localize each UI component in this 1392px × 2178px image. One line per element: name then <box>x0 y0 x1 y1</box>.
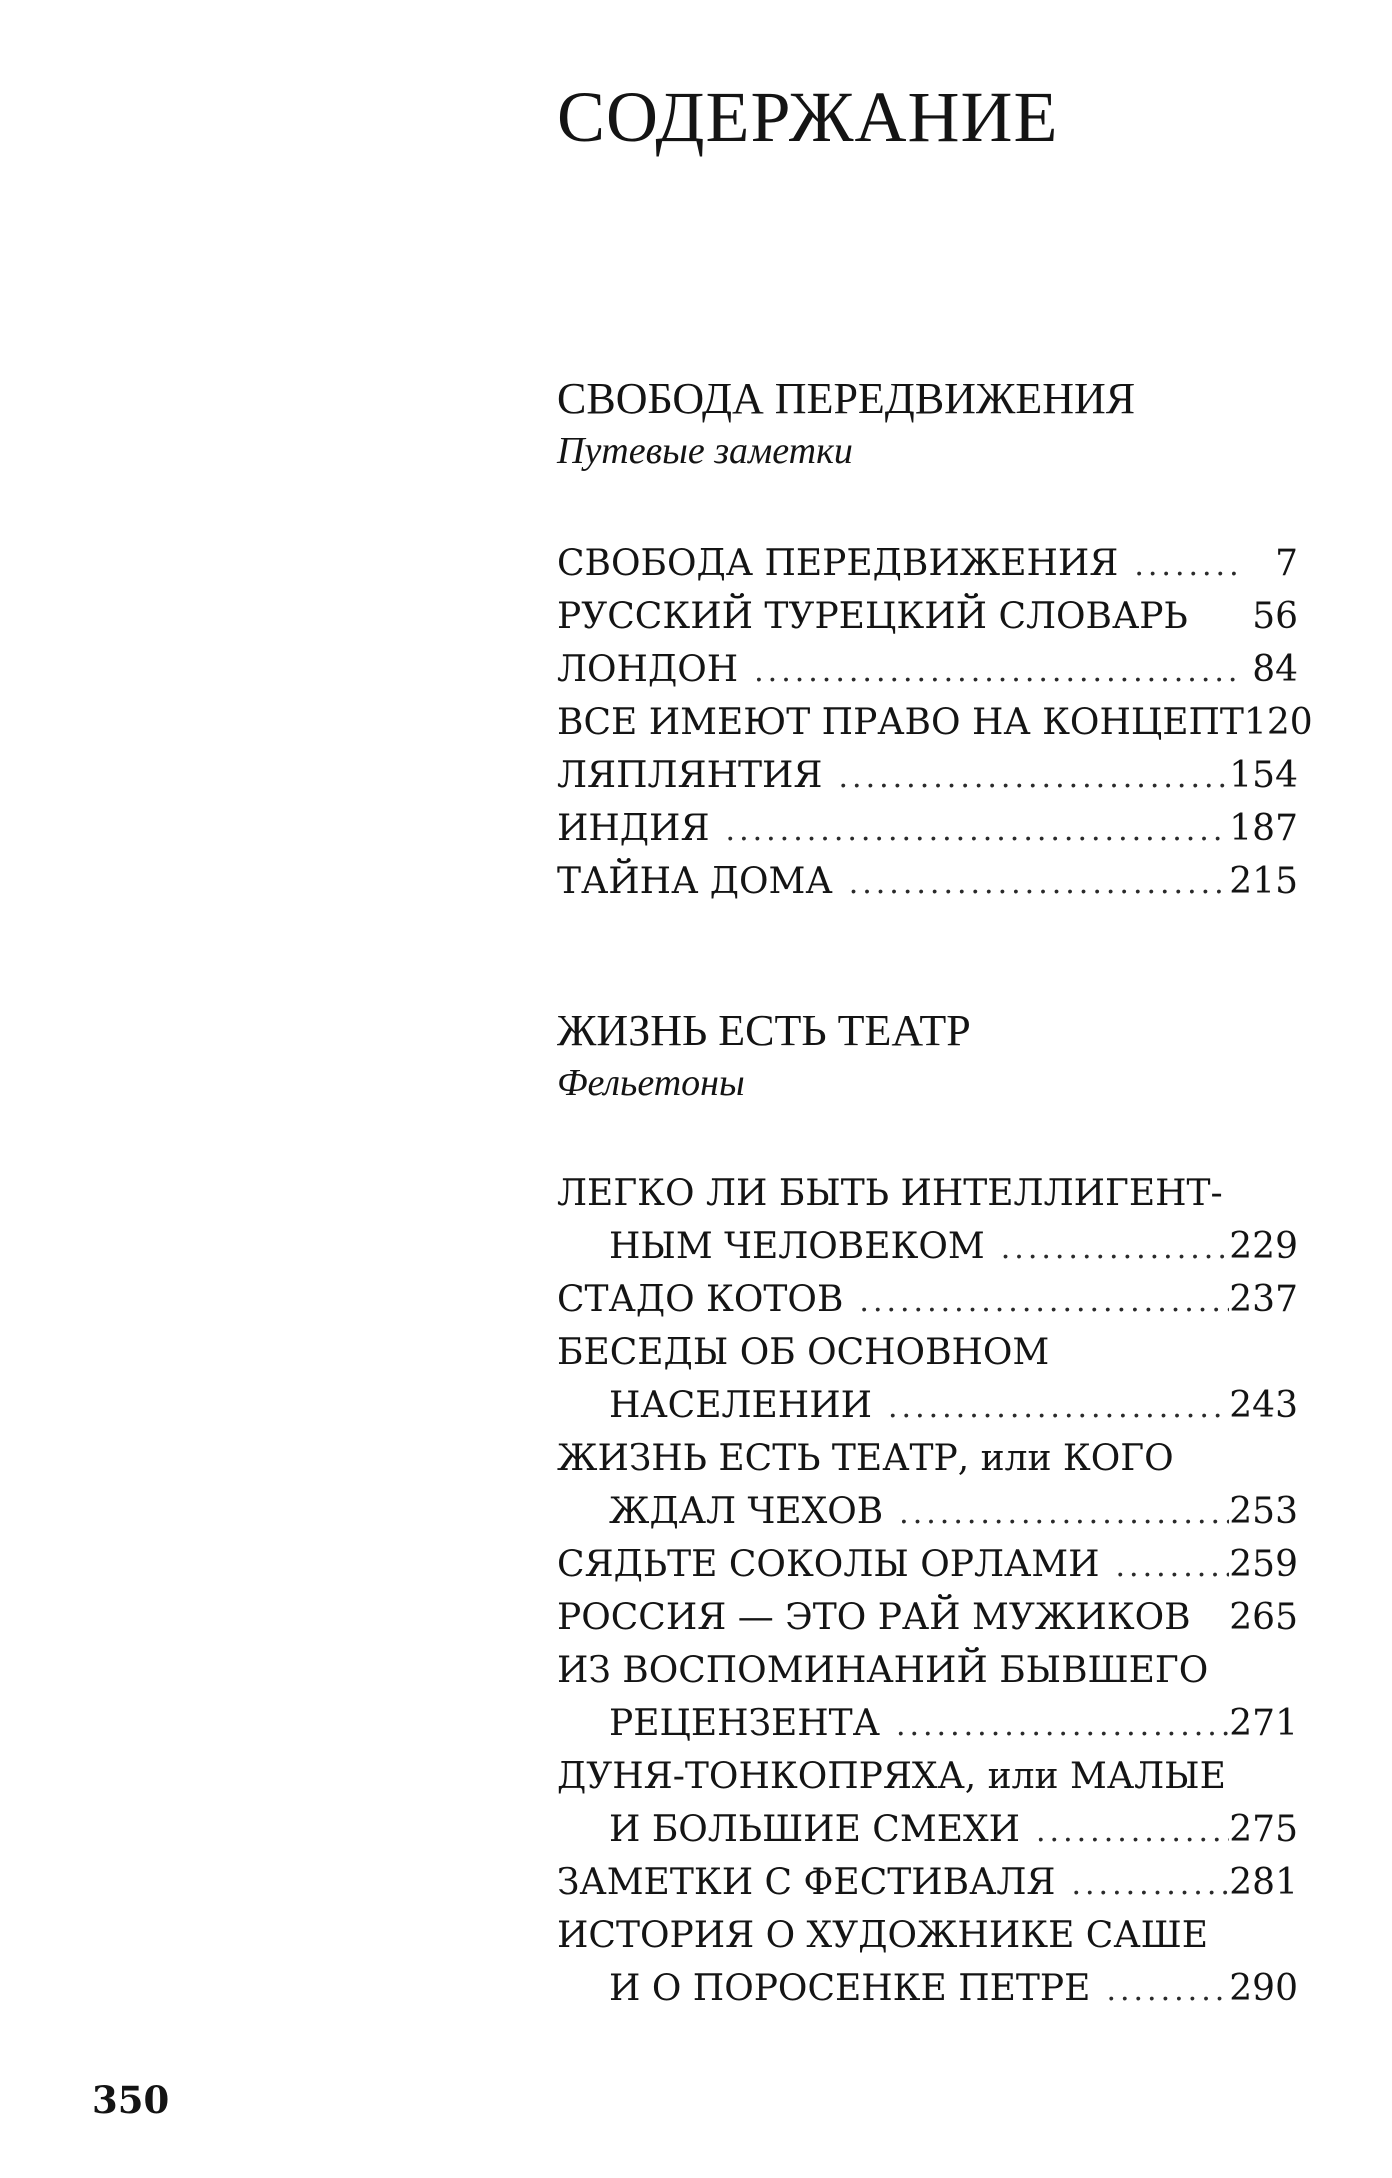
page-number: 350 <box>92 2078 170 2122</box>
entry-page: 7 <box>1275 543 1298 584</box>
toc-entry[interactable] <box>557 1273 1298 1326</box>
section-title: ЖИЗНЬ ЕСТЬ ТЕАТР <box>557 1006 971 1055</box>
entry-title: ИСТОРИЯ О ХУДОЖНИКЕ САШЕ <box>557 1915 1208 1956</box>
entry-page: 271 <box>1229 1703 1298 1744</box>
dot-leader <box>1100 1540 1230 1593</box>
entry-page: 243 <box>1229 1385 1298 1426</box>
toc-entry[interactable] <box>557 1591 1298 1644</box>
entry-title: СТАДО КОТОВ <box>557 1279 844 1320</box>
toc-entry[interactable] <box>557 1538 1298 1591</box>
entry-title: ЛЕГКО ЛИ БЫТЬ ИНТЕЛЛИГЕНТ- <box>557 1173 1223 1214</box>
toc-entry-line2[interactable] <box>557 1697 1298 1750</box>
entry-title: И БОЛЬШИЕ СМЕХИ <box>609 1809 1021 1850</box>
dot-leader <box>985 1222 1230 1275</box>
dot-leader <box>872 1381 1229 1434</box>
dot-leader <box>823 751 1230 804</box>
dot-leader <box>880 1699 1229 1752</box>
entry-title: ЗАМЕТКИ С ФЕСТИВАЛЯ <box>557 1862 1056 1903</box>
entry-page: 237 <box>1229 1279 1298 1320</box>
entry-title: ВСЕ ИМЕЮТ ПРАВО НА КОНЦЕПТ <box>557 702 1244 743</box>
toc-entry[interactable] <box>557 1856 1298 1909</box>
entry-page: 187 <box>1229 808 1298 849</box>
toc-entry-line1[interactable] <box>557 1909 1298 1962</box>
entry-title: ЛЯПЛЯНТИЯ <box>557 755 823 796</box>
toc-entry-line2[interactable] <box>557 1379 1298 1432</box>
toc-entry-line2[interactable] <box>557 1485 1298 1538</box>
entry-page: 229 <box>1229 1226 1298 1267</box>
entry-title: ЖДАЛ ЧЕХОВ <box>609 1491 884 1532</box>
entry-title: ИНДИЯ <box>557 808 710 849</box>
entry-title: РУССКИЙ ТУРЕЦКИЙ СЛОВАРЬ <box>557 596 1188 637</box>
entry-page: 154 <box>1229 755 1298 796</box>
entry-page: 265 <box>1229 1597 1298 1638</box>
toc-entry[interactable] <box>557 855 1298 908</box>
entry-page: 253 <box>1229 1491 1298 1532</box>
entry-title: БЕСЕДЫ ОБ ОСНОВНОМ <box>557 1332 1050 1373</box>
dot-leader <box>833 857 1230 910</box>
entry-title: ЛОНДОН <box>557 649 739 690</box>
entry-page: 215 <box>1229 861 1298 902</box>
section-header <box>557 1004 1298 1108</box>
dot-leader <box>1090 1964 1229 2017</box>
section-subtitle: Фельетоны <box>557 1062 745 1104</box>
entry-page: 290 <box>1229 1968 1298 2009</box>
dot-leader <box>1055 1858 1229 1911</box>
dot-leader <box>710 804 1230 857</box>
entry-title: РОССИЯ — ЭТО РАЙ МУЖИКОВ <box>557 1597 1191 1638</box>
entry-page: 84 <box>1252 649 1298 690</box>
entry-title: РЕЦЕНЗЕНТА <box>609 1703 880 1744</box>
toc-entry[interactable] <box>557 696 1313 749</box>
dot-leader <box>1118 539 1238 592</box>
toc-entry-line2[interactable] <box>557 1220 1298 1273</box>
toc-entry-line2[interactable] <box>557 1962 1298 2015</box>
toc-entry-line1[interactable] <box>557 1326 1298 1379</box>
entry-title: ИЗ ВОСПОМИНАНИЙ БЫВШЕГО <box>557 1650 1209 1691</box>
entry-title: СЯДЬТЕ СОКОЛЫ ОРЛАМИ <box>557 1544 1100 1585</box>
toc-entry-line1[interactable] <box>557 1432 1298 1485</box>
toc-entry[interactable] <box>557 749 1298 802</box>
toc-entry-line1[interactable] <box>557 1644 1298 1697</box>
dot-leader <box>1020 1805 1229 1858</box>
section-subtitle: Путевые заметки <box>557 430 853 472</box>
entry-title: НАСЕЛЕНИИ <box>609 1385 872 1426</box>
entry-page: 56 <box>1252 596 1298 637</box>
toc-entry[interactable] <box>557 537 1298 590</box>
toc-entry[interactable] <box>557 802 1298 855</box>
entry-title: НЫМ ЧЕЛОВЕКОМ <box>609 1226 985 1267</box>
section-header <box>557 372 1298 476</box>
entry-title: ЖИЗНЬ ЕСТЬ ТЕАТР, или КОГО <box>557 1438 1174 1479</box>
entry-title: ДУНЯ-ТОНКОПРЯХА, или МАЛЫЕ <box>557 1756 1226 1797</box>
entry-page: 275 <box>1229 1809 1298 1850</box>
entry-page: 259 <box>1229 1544 1298 1585</box>
dot-leader <box>843 1275 1229 1328</box>
entry-title: И О ПОРОСЕНКЕ ПЕТРЕ <box>609 1968 1091 2009</box>
toc-entry-line2[interactable] <box>557 1803 1298 1856</box>
entry-title: ТАЙНА ДОМА <box>557 861 833 902</box>
toc-entry-line1[interactable] <box>557 1167 1298 1220</box>
entry-page: 120 <box>1243 702 1313 743</box>
entry-title: СВОБОДА ПЕРЕДВИЖЕНИЯ <box>557 543 1119 584</box>
page-title: СОДЕРЖАНИЕ <box>557 77 1059 157</box>
toc-entry[interactable] <box>557 590 1298 643</box>
toc-entry[interactable] <box>557 643 1298 696</box>
toc-list <box>557 1167 1298 2015</box>
dot-leader <box>883 1487 1229 1540</box>
toc-list <box>557 537 1313 908</box>
toc-entry-line1[interactable] <box>557 1750 1298 1803</box>
dot-leader <box>738 645 1238 698</box>
entry-page: 281 <box>1229 1862 1298 1903</box>
section-title: СВОБОДА ПЕРЕДВИЖЕНИЯ <box>557 374 1136 423</box>
